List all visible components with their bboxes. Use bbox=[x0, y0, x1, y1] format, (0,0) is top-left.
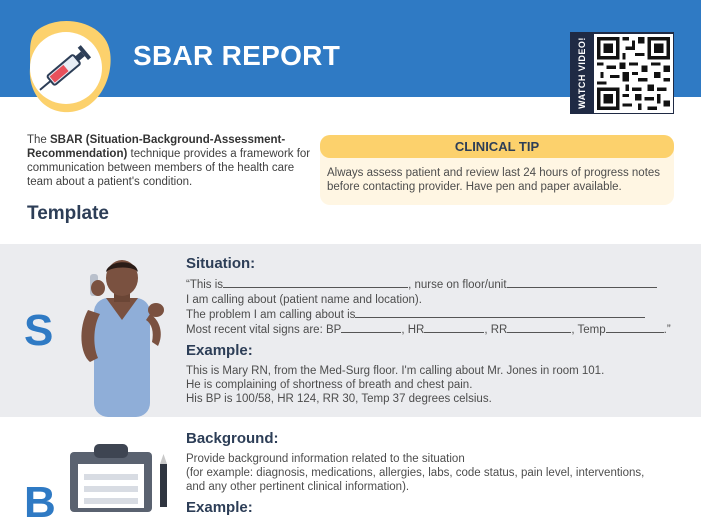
clinical-tip-box bbox=[320, 135, 674, 205]
background-example-heading: Example: bbox=[186, 499, 253, 516]
situation-example-line: This is Mary RN, from the Med-Surg floor. I'm calling about Mr. Jones in room 101. bbox=[186, 365, 605, 377]
template-heading: Template bbox=[27, 203, 110, 224]
situation-example-heading: Example: bbox=[186, 342, 253, 359]
syringe-logo-icon bbox=[28, 18, 112, 114]
clipboard-illustration bbox=[70, 442, 174, 507]
situation-line-2: I am calling about (patient name and location). bbox=[186, 294, 422, 306]
nurse-phone-illustration bbox=[68, 258, 176, 417]
background-line: (for example: diagnosis, medications, allergies, labs, code status, pain level, interventions, bbox=[186, 467, 645, 479]
situation-example-line: He is complaining of shortness of breath and chest pain. bbox=[186, 379, 473, 391]
clinical-tip-title: CLINICAL TIP bbox=[320, 135, 674, 158]
situation-line-3: The problem I am calling about is bbox=[186, 308, 686, 322]
situation-example-line: His BP is 100/58, HR 124, RR 30, Temp 37 degrees celsius. bbox=[186, 393, 492, 405]
situation-line-1: “This is , nurse on floor/unit bbox=[186, 278, 686, 292]
background-letter: B bbox=[24, 478, 56, 527]
background-heading: Background: bbox=[186, 430, 279, 447]
watch-video-label: WATCH VIDEO! bbox=[577, 37, 587, 109]
situation-letter: S bbox=[24, 306, 54, 355]
situation-line-4: Most recent vital signs are: BP , HR , RR , Temp .” bbox=[186, 324, 671, 336]
clinical-tip-text: Always assess patient and review last 24 hours of progress notes before contacting provider. Have pen and paper available. bbox=[327, 167, 661, 193]
situation-heading: Situation: bbox=[186, 255, 256, 272]
background-line: and any other pertinent clinical information). bbox=[186, 481, 410, 493]
qr-code-block[interactable] bbox=[570, 32, 674, 114]
intro-paragraph: The SBAR (Situation-Background-Assessment-Recommendation) technique provides a framework for communication between members of the health care team about a patient's condition. bbox=[27, 134, 311, 188]
qr-code-icon[interactable] bbox=[594, 34, 673, 113]
page-title: SBAR REPORT bbox=[133, 40, 341, 71]
background-line: Provide background information related to the situation bbox=[186, 453, 465, 465]
